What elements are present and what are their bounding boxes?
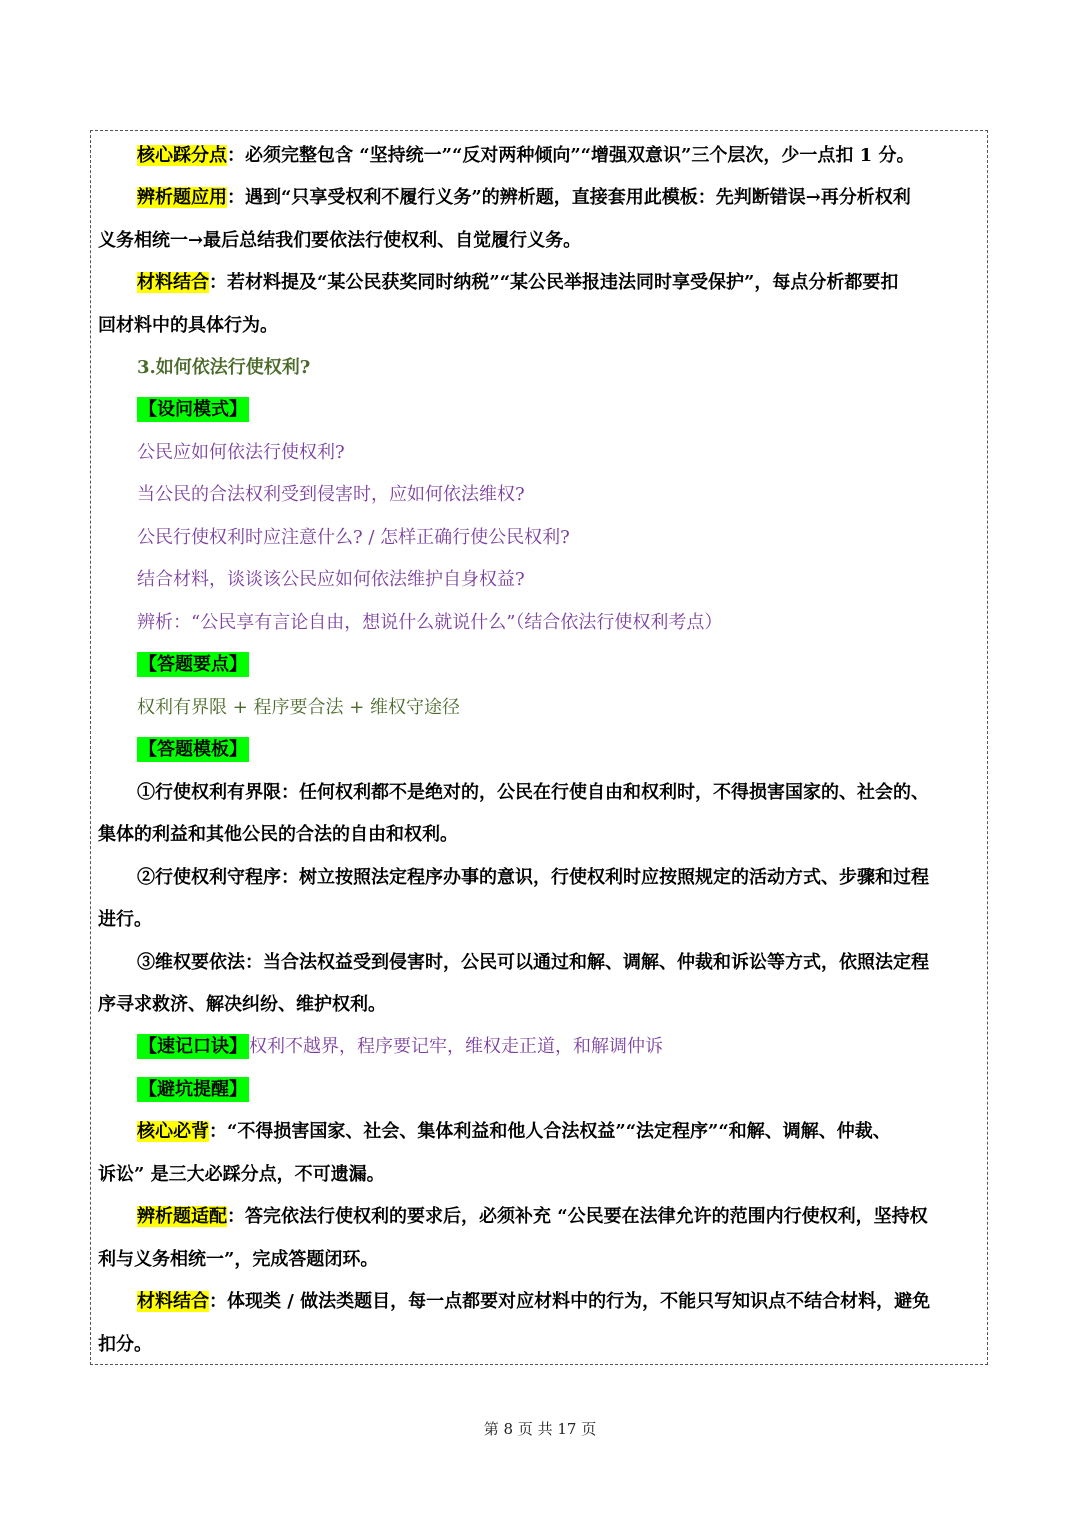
must-memorize-label: 核心必背 [137, 1121, 209, 1142]
question-mode-tag: 【设问模式】 [139, 399, 247, 420]
section-heading: 3.如何依法行使权利? [137, 357, 311, 378]
template-item-1: ①行使权利有界限：任何权利都不是绝对的，公民在行使自由和权利时，不得损害国家的、社会的、 [137, 782, 929, 803]
question-item: 当公民的合法权利受到侵害时，应如何依法维权? [137, 484, 525, 505]
material-label: 材料结合 [137, 272, 209, 293]
apply-label: 辨析题应用 [137, 187, 227, 208]
page-footer: 第 8 页 共 17 页 [483, 1420, 597, 1438]
template-item-2-cont: 进行。 [98, 909, 152, 930]
must-memorize-line-1: 核心必背：“不得损害国家、社会、集体利益和他人合法权益”“法定程序”“和解、调解、仲裁、 [137, 1121, 891, 1142]
question-item: 辨析：“公民享有言论自由，想说什么就说什么”（结合依法行使权利考点） [137, 612, 723, 633]
template-tag: 【答题模板】 [139, 739, 247, 760]
pitfall-tag: 【避坑提醒】 [139, 1079, 247, 1100]
material-line-1: 材料结合：若材料提及“某公民获奖同时纳税”“某公民举报违法同时享受保护”，每点分析都要扣 [137, 272, 899, 293]
adapt-line-2: 利与义务相统一”，完成答题闭环。 [98, 1249, 379, 1270]
core-points-label: 核心踩分点 [137, 145, 227, 166]
adapt-line-1: 辨析题适配：答完依法行使权利的要求后，必须补充 “公民要在法律允许的范围内行使权利，坚持权 [137, 1206, 928, 1227]
template-item-2: ②行使权利守程序：树立按照法定程序办事的意识，行使权利时应按照规定的活动方式、步骤和过程 [137, 867, 929, 888]
material2-label: 材料结合 [137, 1291, 209, 1312]
apply-line-2: 义务相统一→最后总结我们要依法行使权利、自觉履行义务。 [98, 230, 582, 251]
question-item: 公民应如何依法行使权利? [137, 442, 345, 463]
key-points: 权利有界限 + 程序要合法 + 维权守途径 [137, 697, 461, 718]
question-mode-tag-line [137, 397, 982, 423]
template-item-3: ③维权要依法：当合法权益受到侵害时，公民可以通过和解、调解、仲裁和诉讼等方式，依照法定程 [137, 952, 929, 973]
template-item-3-cont: 序寻求救济、解决纠纷、维护权利。 [98, 994, 386, 1015]
key-points-tag-line [137, 652, 982, 678]
key-points-tag: 【答题要点】 [139, 654, 247, 675]
template-tag-line [137, 737, 982, 763]
mnemonic-text: 权利不越界，程序要记牢，维权走正道，和解调仲诉 [249, 1036, 663, 1057]
material2-line-2: 扣分。 [98, 1334, 152, 1355]
material-line-2: 回材料中的具体行为。 [98, 315, 278, 336]
pitfall-tag-line [137, 1077, 982, 1103]
material2-line-1: 材料结合：体现类 / 做法类题目，每一点都要对应材料中的行为，不能只写知识点不结合材料，避免 [137, 1291, 931, 1312]
question-item: 公民行使权利时应注意什么? / 怎样正确行使公民权利? [137, 527, 570, 548]
must-memorize-line-2: 诉讼” 是三大必踩分点，不可遗漏。 [98, 1164, 385, 1185]
mnemonic-line [137, 1034, 982, 1060]
core-points-line: 核心踩分点：必须完整包含 “坚持统一”“反对两种倾向”“增强双意识”三个层次，少一点扣 1 分。 [137, 145, 915, 166]
question-item: 结合材料，谈谈该公民应如何依法维护自身权益? [137, 569, 525, 590]
adapt-label: 辨析题适配 [137, 1206, 227, 1227]
mnemonic-tag: 【速记口诀】 [139, 1036, 247, 1057]
template-item-1-cont: 集体的利益和其他公民的合法的自由和权利。 [98, 824, 458, 845]
apply-line-1: 辨析题应用：遇到“只享受权利不履行义务”的辨析题，直接套用此模板：先判断错误→再分析权利 [137, 187, 911, 208]
